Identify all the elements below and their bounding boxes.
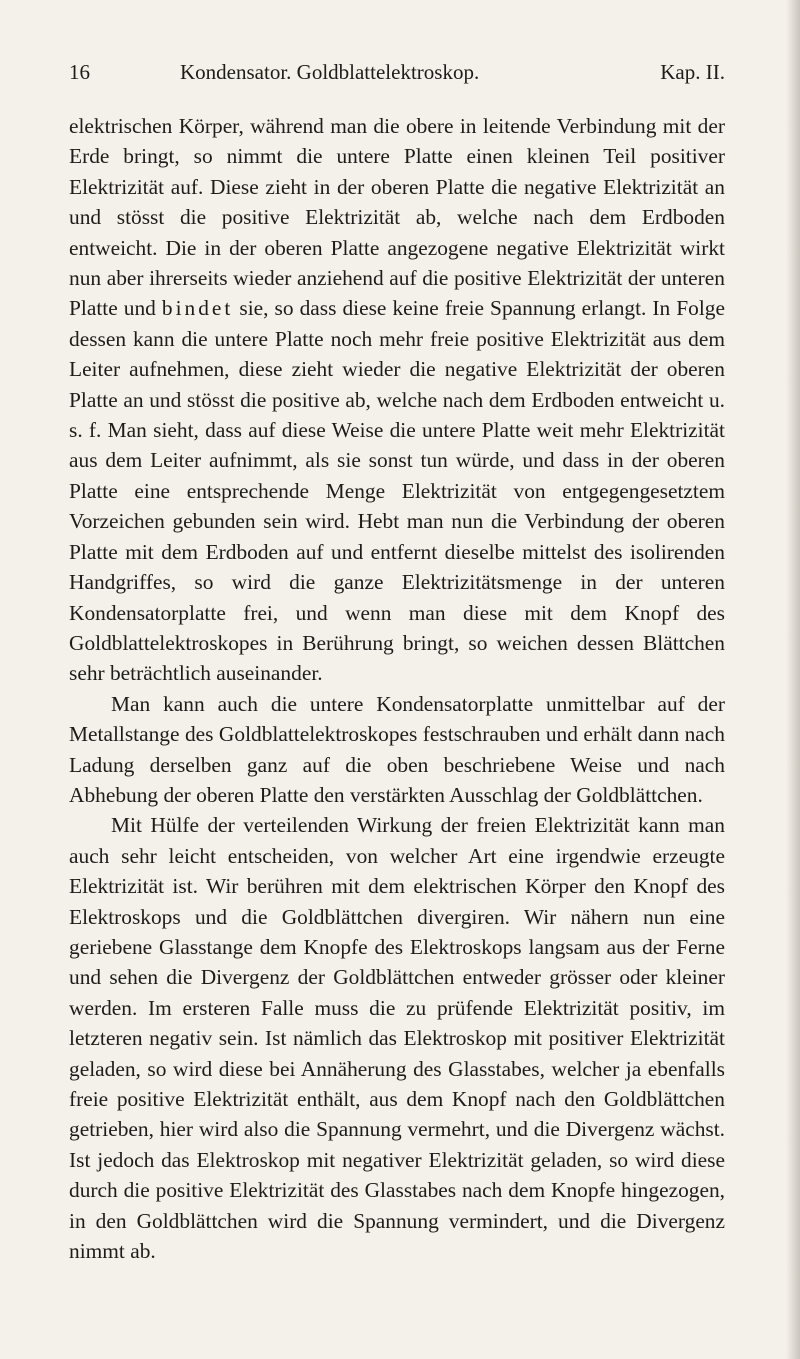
body-text (69, 111, 725, 1266)
paragraph-1 (69, 111, 725, 689)
page-edge-shadow (786, 0, 800, 1359)
page-number: 16 (69, 60, 90, 84)
chapter-label: Kap. II. (660, 60, 725, 84)
paragraph-2: Man kann auch die untere Kondensatorplatte unmittelbar auf der Metallstange des Goldblattelektroskopes festschrauben und erhält dann nach Ladung derselben ganz auf die oben beschriebene Weise und nach Abhebung der oberen Platte den verstärkten Ausschlag der Goldblättchen. (69, 691, 725, 807)
running-header (69, 60, 725, 90)
paragraph-1-text-before: elektrischen Körper, während man die obere in leitende Verbindung mit der Erde bringt, so nimmt die untere Platte einen kleinen Teil positiver Elektrizität auf. Diese zieht in der oberen Platte die negative Elektrizität an und stösst die positive Elektrizität ab, welche nach dem Erdboden entweicht. Die in der oberen Platte angezogene negative Elektrizität wirkt nun aber ihrerseits wieder anziehend auf die positive Elektrizität der unteren Platte und (69, 114, 725, 321)
paragraph-3: Mit Hülfe der verteilenden Wirkung der freien Elektrizität kann man auch sehr leicht entscheiden, von welcher Art eine irgendwie erzeugte Elektrizität ist. Wir berühren mit dem elektrischen Körper den Knopf des Elektroskops und die Goldblättchen divergiren. Wir nähern nun eine geriebene Glasstange dem Knopfe des Elektroskops langsam aus der Ferne und sehen die Divergenz der Goldblättchen entweder grösser oder kleiner werden. Im ersteren Falle muss die zu prüfende Elektrizität positiv, im letzteren negativ sein. Ist nämlich das Elektroskop mit positiver Elektrizität geladen, so wird diese bei Annäherung des Glasstabes, welcher ja ebenfalls freie positive Elektrizität enthält, aus dem Knopf nach den Goldblättchen getrieben, hier wird also die Spannung vermehrt, und die Divergenz wächst. Ist jedoch das Elektroskop mit negativer Elektrizität geladen, so wird diese durch die positive Elektrizität des Glasstabes nach dem Knopfe hingezogen, in den Goldblättchen wird die Spannung vermindert, und die Divergenz nimmt ab. (69, 813, 725, 1264)
running-title: Kondensator. Goldblattelektroskop. (180, 60, 480, 84)
paragraph-1-text-after: sie, so dass diese keine freie Spannung erlangt. In Folge dessen kann die untere Platte noch mehr freie positive Elektrizität aus dem Leiter aufnehmen, diese zieht wieder die negative Elektrizität der oberen Platte an und stösst die positive ab, welche nach dem Erdboden entweicht u. s. f. Man sieht, dass auf diese Weise die untere Platte weit mehr Elektrizität aus dem Leiter aufnimmt, als sie sonst tun würde, und dass in der oberen Platte eine entsprechende Menge Elektrizität von entgegengesetztem Vorzeichen gebunden sein wird. Hebt man nun die Verbindung der oberen Platte mit dem Erdboden auf und entfernt dieselbe mittelst des isolirenden Handgriffes, so wird die ganze Elektrizitätsmenge in der unteren Kondensatorplatte frei, und wenn man diese mit dem Knopf des Goldblattelektroskopes in Berührung bringt, so weichen dessen Blättchen sehr beträchtlich auseinander. (69, 296, 725, 686)
emphasis-bindet: bindet (161, 296, 234, 321)
